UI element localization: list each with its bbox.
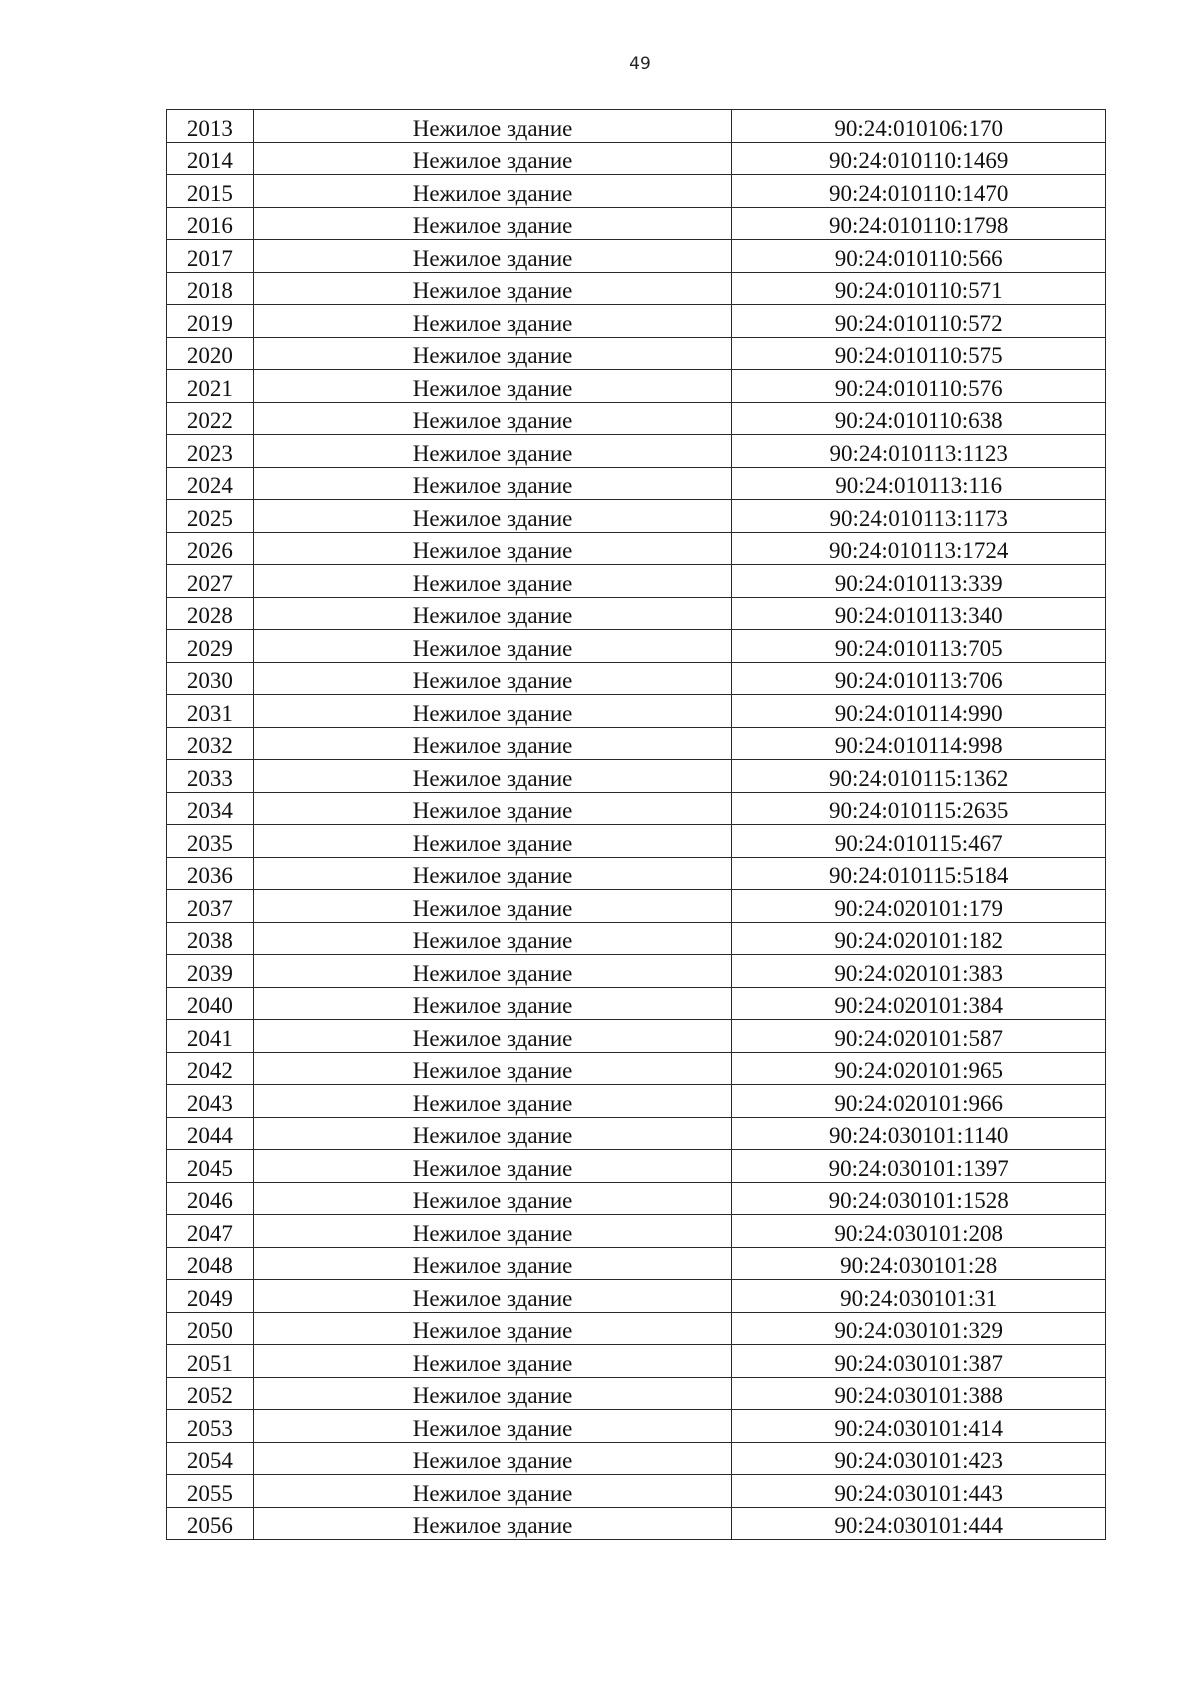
table-row	[167, 727, 1106, 760]
row-number-cell: 2031	[167, 695, 254, 728]
row-number-cell: 2024	[167, 467, 254, 500]
table-row	[167, 1150, 1106, 1183]
object-name-cell: Нежилое здание	[253, 1312, 732, 1345]
row-number-cell: 2029	[167, 630, 254, 663]
object-name-cell: Нежилое здание	[253, 435, 732, 468]
object-name-cell: Нежилое здание	[253, 597, 732, 630]
row-number-cell: 2025	[167, 500, 254, 533]
row-number-cell: 2055	[167, 1475, 254, 1508]
row-number-cell: 2037	[167, 890, 254, 923]
cadastral-number-cell: 90:24:010113:1724	[732, 532, 1106, 565]
row-number-cell: 2021	[167, 370, 254, 403]
object-name-cell: Нежилое здание	[253, 1150, 732, 1183]
object-name-cell: Нежилое здание	[253, 1475, 732, 1508]
table-row	[167, 760, 1106, 793]
page-number: 49	[629, 54, 651, 74]
table-row	[167, 1507, 1106, 1540]
object-name-cell: Нежилое здание	[253, 110, 732, 143]
cadastral-number-cell: 90:24:010115:467	[732, 825, 1106, 858]
object-name-cell: Нежилое здание	[253, 337, 732, 370]
table-row	[167, 110, 1106, 143]
object-name-cell: Нежилое здание	[253, 1215, 732, 1248]
object-name-cell: Нежилое здание	[253, 402, 732, 435]
property-table	[166, 109, 1106, 1540]
row-number-cell: 2015	[167, 175, 254, 208]
object-name-cell: Нежилое здание	[253, 1020, 732, 1053]
cadastral-number-cell: 90:24:010110:1469	[732, 142, 1106, 175]
row-number-cell: 2048	[167, 1247, 254, 1280]
cadastral-number-cell: 90:24:010115:5184	[732, 857, 1106, 890]
row-number-cell: 2027	[167, 565, 254, 598]
table-row	[167, 500, 1106, 533]
table-row	[167, 630, 1106, 663]
row-number-cell: 2038	[167, 922, 254, 955]
table-row	[167, 825, 1106, 858]
object-name-cell: Нежилое здание	[253, 857, 732, 890]
cadastral-number-cell: 90:24:010113:706	[732, 662, 1106, 695]
table-row	[167, 337, 1106, 370]
object-name-cell: Нежилое здание	[253, 1182, 732, 1215]
cadastral-number-cell: 90:24:020101:182	[732, 922, 1106, 955]
row-number-cell: 2020	[167, 337, 254, 370]
cadastral-number-cell: 90:24:010110:575	[732, 337, 1106, 370]
row-number-cell: 2044	[167, 1117, 254, 1150]
table-row	[167, 467, 1106, 500]
object-name-cell: Нежилое здание	[253, 1345, 732, 1378]
table-row	[167, 695, 1106, 728]
row-number-cell: 2050	[167, 1312, 254, 1345]
object-name-cell: Нежилое здание	[253, 1280, 732, 1313]
table-row	[167, 402, 1106, 435]
row-number-cell: 2032	[167, 727, 254, 760]
table-row	[167, 955, 1106, 988]
table-row	[167, 922, 1106, 955]
table-row	[167, 662, 1106, 695]
row-number-cell: 2053	[167, 1410, 254, 1443]
cadastral-number-cell: 90:24:030101:1140	[732, 1117, 1106, 1150]
row-number-cell: 2040	[167, 987, 254, 1020]
object-name-cell: Нежилое здание	[253, 727, 732, 760]
table-row	[167, 1410, 1106, 1443]
object-name-cell: Нежилое здание	[253, 175, 732, 208]
row-number-cell: 2047	[167, 1215, 254, 1248]
cadastral-number-cell: 90:24:030101:1528	[732, 1182, 1106, 1215]
object-name-cell: Нежилое здание	[253, 1442, 732, 1475]
row-number-cell: 2052	[167, 1377, 254, 1410]
row-number-cell: 2046	[167, 1182, 254, 1215]
cadastral-number-cell: 90:24:020101:179	[732, 890, 1106, 923]
row-number-cell: 2018	[167, 272, 254, 305]
table-row	[167, 1312, 1106, 1345]
object-name-cell: Нежилое здание	[253, 630, 732, 663]
table-row	[167, 1085, 1106, 1118]
cadastral-number-cell: 90:24:010110:566	[732, 240, 1106, 273]
cadastral-number-cell: 90:24:010113:1173	[732, 500, 1106, 533]
object-name-cell: Нежилое здание	[253, 370, 732, 403]
cadastral-number-cell: 90:24:010115:1362	[732, 760, 1106, 793]
table-row	[167, 305, 1106, 338]
cadastral-number-cell: 90:24:030101:414	[732, 1410, 1106, 1443]
cadastral-number-cell: 90:24:010113:339	[732, 565, 1106, 598]
cadastral-number-cell: 90:24:030101:423	[732, 1442, 1106, 1475]
cadastral-number-cell: 90:24:030101:443	[732, 1475, 1106, 1508]
row-number-cell: 2045	[167, 1150, 254, 1183]
object-name-cell: Нежилое здание	[253, 1117, 732, 1150]
row-number-cell: 2019	[167, 305, 254, 338]
row-number-cell: 2022	[167, 402, 254, 435]
row-number-cell: 2049	[167, 1280, 254, 1313]
table-row	[167, 207, 1106, 240]
cadastral-number-cell: 90:24:010110:1798	[732, 207, 1106, 240]
row-number-cell: 2034	[167, 792, 254, 825]
row-number-cell: 2013	[167, 110, 254, 143]
row-number-cell: 2054	[167, 1442, 254, 1475]
cadastral-number-cell: 90:24:010110:1470	[732, 175, 1106, 208]
row-number-cell: 2041	[167, 1020, 254, 1053]
table-row	[167, 142, 1106, 175]
table-row	[167, 1345, 1106, 1378]
object-name-cell: Нежилое здание	[253, 695, 732, 728]
object-name-cell: Нежилое здание	[253, 240, 732, 273]
table-row	[167, 1052, 1106, 1085]
object-name-cell: Нежилое здание	[253, 500, 732, 533]
table-row	[167, 890, 1106, 923]
cadastral-number-cell: 90:24:020101:966	[732, 1085, 1106, 1118]
cadastral-number-cell: 90:24:010113:1123	[732, 435, 1106, 468]
cadastral-number-cell: 90:24:010114:998	[732, 727, 1106, 760]
row-number-cell: 2030	[167, 662, 254, 695]
row-number-cell: 2023	[167, 435, 254, 468]
cadastral-number-cell: 90:24:030101:208	[732, 1215, 1106, 1248]
table-row	[167, 1475, 1106, 1508]
cadastral-number-cell: 90:24:010106:170	[732, 110, 1106, 143]
cadastral-number-cell: 90:24:030101:387	[732, 1345, 1106, 1378]
cadastral-number-cell: 90:24:030101:388	[732, 1377, 1106, 1410]
object-name-cell: Нежилое здание	[253, 305, 732, 338]
object-name-cell: Нежилое здание	[253, 1410, 732, 1443]
object-name-cell: Нежилое здание	[253, 207, 732, 240]
row-number-cell: 2033	[167, 760, 254, 793]
cadastral-number-cell: 90:24:010113:116	[732, 467, 1106, 500]
row-number-cell: 2028	[167, 597, 254, 630]
cadastral-number-cell: 90:24:020101:965	[732, 1052, 1106, 1085]
row-number-cell: 2039	[167, 955, 254, 988]
table-row	[167, 1215, 1106, 1248]
row-number-cell: 2036	[167, 857, 254, 890]
row-number-cell: 2051	[167, 1345, 254, 1378]
cadastral-number-cell: 90:24:020101:383	[732, 955, 1106, 988]
cadastral-number-cell: 90:24:020101:384	[732, 987, 1106, 1020]
object-name-cell: Нежилое здание	[253, 467, 732, 500]
table-row	[167, 1182, 1106, 1215]
object-name-cell: Нежилое здание	[253, 142, 732, 175]
table-body	[167, 110, 1106, 1540]
row-number-cell: 2016	[167, 207, 254, 240]
row-number-cell: 2056	[167, 1507, 254, 1540]
table-row	[167, 987, 1106, 1020]
object-name-cell: Нежилое здание	[253, 922, 732, 955]
table-row	[167, 175, 1106, 208]
cadastral-number-cell: 90:24:030101:444	[732, 1507, 1106, 1540]
table-row	[167, 1280, 1106, 1313]
cadastral-number-cell: 90:24:010114:990	[732, 695, 1106, 728]
object-name-cell: Нежилое здание	[253, 955, 732, 988]
object-name-cell: Нежилое здание	[253, 565, 732, 598]
object-name-cell: Нежилое здание	[253, 532, 732, 565]
cadastral-number-cell: 90:24:010113:705	[732, 630, 1106, 663]
cadastral-number-cell: 90:24:010113:340	[732, 597, 1106, 630]
cadastral-number-cell: 90:24:030101:329	[732, 1312, 1106, 1345]
row-number-cell: 2026	[167, 532, 254, 565]
object-name-cell: Нежилое здание	[253, 662, 732, 695]
cadastral-number-cell: 90:24:030101:1397	[732, 1150, 1106, 1183]
object-name-cell: Нежилое здание	[253, 987, 732, 1020]
object-name-cell: Нежилое здание	[253, 1377, 732, 1410]
object-name-cell: Нежилое здание	[253, 825, 732, 858]
object-name-cell: Нежилое здание	[253, 272, 732, 305]
row-number-cell: 2035	[167, 825, 254, 858]
table-row	[167, 1247, 1106, 1280]
object-name-cell: Нежилое здание	[253, 760, 732, 793]
object-name-cell: Нежилое здание	[253, 1052, 732, 1085]
table-row	[167, 597, 1106, 630]
object-name-cell: Нежилое здание	[253, 890, 732, 923]
table-row	[167, 792, 1106, 825]
cadastral-number-cell: 90:24:010110:572	[732, 305, 1106, 338]
table-row	[167, 1377, 1106, 1410]
table-row	[167, 272, 1106, 305]
table-row	[167, 1020, 1106, 1053]
object-name-cell: Нежилое здание	[253, 1085, 732, 1118]
cadastral-number-cell: 90:24:010110:571	[732, 272, 1106, 305]
table-row	[167, 565, 1106, 598]
row-number-cell: 2043	[167, 1085, 254, 1118]
table-row	[167, 240, 1106, 273]
table-row	[167, 532, 1106, 565]
object-name-cell: Нежилое здание	[253, 792, 732, 825]
table-row	[167, 1117, 1106, 1150]
object-name-cell: Нежилое здание	[253, 1247, 732, 1280]
cadastral-number-cell: 90:24:030101:31	[732, 1280, 1106, 1313]
cadastral-number-cell: 90:24:010115:2635	[732, 792, 1106, 825]
row-number-cell: 2017	[167, 240, 254, 273]
table-row	[167, 435, 1106, 468]
cadastral-number-cell: 90:24:030101:28	[732, 1247, 1106, 1280]
row-number-cell: 2042	[167, 1052, 254, 1085]
table-row	[167, 1442, 1106, 1475]
cadastral-number-cell: 90:24:020101:587	[732, 1020, 1106, 1053]
table-row	[167, 857, 1106, 890]
object-name-cell: Нежилое здание	[253, 1507, 732, 1540]
cadastral-number-cell: 90:24:010110:638	[732, 402, 1106, 435]
row-number-cell: 2014	[167, 142, 254, 175]
cadastral-number-cell: 90:24:010110:576	[732, 370, 1106, 403]
table-row	[167, 370, 1106, 403]
